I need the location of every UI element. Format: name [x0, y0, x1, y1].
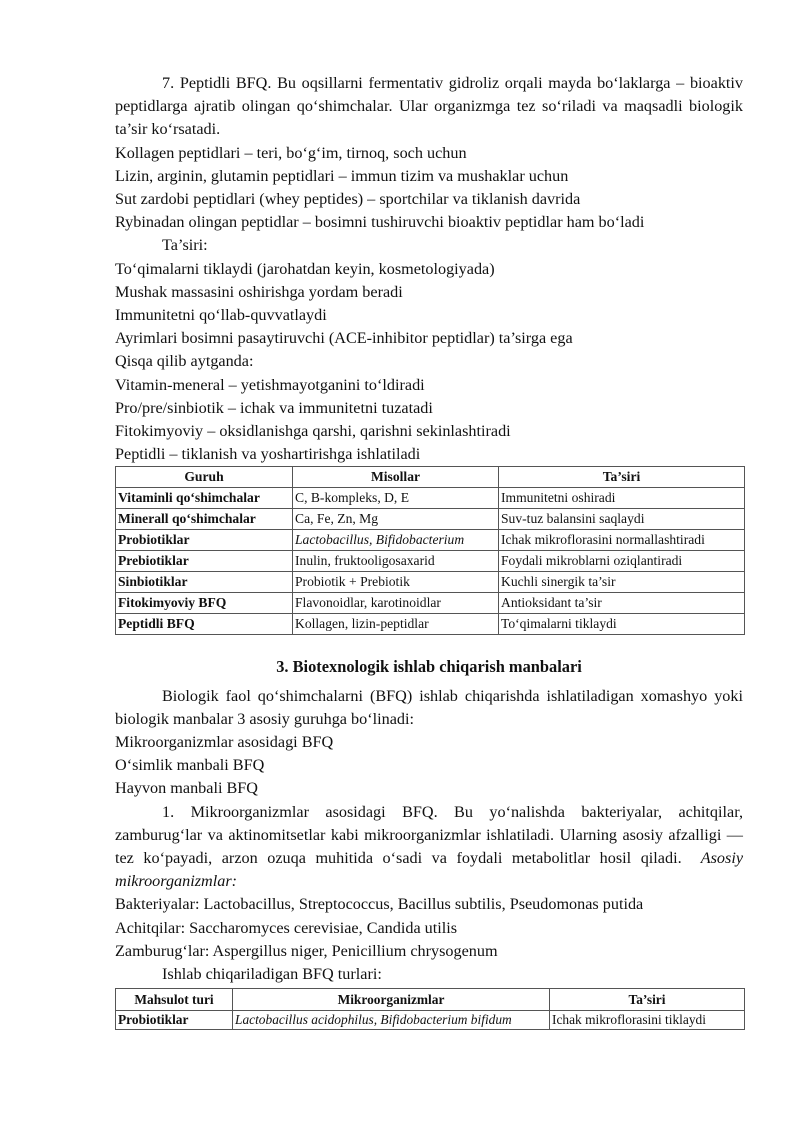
summary-line: Vitamin-meneral – yetishmayotganini to‘ldiradi	[115, 375, 425, 394]
effect-line: Mushak massasini oshirishga yordam beradi	[115, 282, 403, 301]
examples-cell: Probiotik + Prebiotik	[293, 572, 499, 593]
group-cell: Probiotiklar	[116, 530, 293, 551]
group-cell: Fitokimyoviy BFQ	[116, 593, 293, 614]
column-header: Misollar	[293, 467, 499, 488]
effect-cell: Immunitetni oshiradi	[499, 488, 745, 509]
table-header-row	[116, 989, 745, 1011]
table-row	[116, 551, 745, 572]
effect-line: Immunitetni qo‘llab-quvvatlaydi	[115, 306, 327, 325]
effect-cell: Antioksidant ta’sir	[499, 593, 745, 614]
table-row	[116, 593, 745, 614]
table-row	[116, 614, 745, 635]
examples-cell: C, B-kompleks, D, E	[293, 488, 499, 509]
summary-label: Qisqa qilib aytganda:	[115, 352, 254, 371]
effect-cell: Suv-tuz balansini saqlaydi	[499, 509, 745, 530]
column-header: Ta’siri	[550, 989, 745, 1011]
group-line: O‘simlik manbali BFQ	[115, 756, 265, 775]
products-label: Ishlab chiqariladigan BFQ turlari:	[162, 965, 382, 984]
column-header: Mahsulot turi	[116, 989, 233, 1011]
group-cell: Minerall qo‘shimchalar	[116, 509, 293, 530]
example-line: Lizin, arginin, glutamin peptidlari – immun tizim va mushaklar uchun	[115, 166, 569, 185]
summary-line: Pro/pre/sinbiotik – ichak va immunitetni tuzatadi	[115, 398, 433, 417]
summary-line: Fitokimyoviy – oksidlanishga qarshi, qarishni sekinlashtiradi	[115, 422, 511, 441]
product-cell: Probiotiklar	[116, 1011, 233, 1030]
group-cell: Sinbiotiklar	[116, 572, 293, 593]
effect-cell: Kuchli sinergik ta’sir	[499, 572, 745, 593]
example-line: Kollagen peptidlari – teri, bo‘g‘im, tirnoq, soch uchun	[115, 143, 467, 162]
group-cell: Peptidli BFQ	[116, 614, 293, 635]
bfq-products-table	[115, 988, 745, 1030]
bfq-groups-table	[115, 466, 745, 635]
example-line: Rybinadan olingan peptidlar – bosimni tushiruvchi bioaktiv peptidlar ham bo‘ladi	[115, 213, 645, 232]
column-header: Guruh	[116, 467, 293, 488]
group-line: Mikroorganizmlar asosidagi BFQ	[115, 733, 334, 752]
effect-cell: Foydali mikroblarni oziqlantiradi	[499, 551, 745, 572]
document-page	[115, 72, 743, 1030]
effect-cell: To‘qimalarni tiklaydi	[499, 614, 745, 635]
effect-cell: Ichak mikroflorasini normallashtiradi	[499, 530, 745, 551]
examples-cell: Lactobacillus, Bifidobacterium	[293, 530, 499, 551]
example-line: Sut zardobi peptidlari (whey peptides) – sportchilar va tiklanish davrida	[115, 190, 581, 209]
microorganisms-cell: Lactobacillus acidophilus, Bifidobacterium bifidum	[233, 1011, 550, 1030]
group-cell: Prebiotiklar	[116, 551, 293, 572]
microorganism-paragraph	[115, 801, 743, 894]
microorganism-line: Bakteriyalar: Lactobacillus, Streptococcus, Bacillus subtilis, Pseudomonas putida	[115, 895, 644, 914]
section-heading: 3. Biotexnologik ishlab chiqarish manbalari	[276, 657, 582, 677]
table-row	[116, 509, 745, 530]
microorganism-label: Asosiy mikroorganizmlar:	[115, 849, 743, 891]
table-row	[116, 530, 745, 551]
examples-cell: Flavonoidlar, karotinoidlar	[293, 593, 499, 614]
microorganism-line: Zamburug‘lar: Aspergillus niger, Penicillium chrysogenum	[115, 941, 498, 960]
table-header-row	[116, 467, 745, 488]
column-header: Ta’siri	[499, 467, 745, 488]
peptide-intro: 7. Peptidli BFQ. Bu oqsillarni fermentativ gidroliz orqali mayda bo‘laklarga – bioaktiv peptidlarga ajratib olingan qo‘shimchalar. Ular organizmga tez so‘riladi va maqsadli biologik ta’sir ko‘rsatadi.	[115, 74, 743, 139]
effect-cell: Ichak mikroflorasini tiklaydi	[550, 1011, 745, 1030]
table-row	[116, 1011, 745, 1030]
group-cell: Vitaminli qo‘shimchalar	[116, 488, 293, 509]
examples-cell: Inulin, fruktooligosaxarid	[293, 551, 499, 572]
effect-line: Ayrimlari bosimni pasaytiruvchi (ACE-inhibitor peptidlar) ta’sirga ega	[115, 329, 573, 348]
effects-label: Ta’siri:	[162, 236, 208, 255]
group-line: Hayvon manbali BFQ	[115, 779, 258, 798]
table-row	[116, 572, 745, 593]
section-intro: Biologik faol qo‘shimchalarni (BFQ) ishlab chiqarishda ishlatiladigan xomashyo yoki biologik manbalar 3 asosiy guruhga bo‘linadi:	[115, 686, 743, 728]
summary-line: Peptidli – tiklanish va yoshartirishga ishlatiladi	[115, 445, 421, 464]
examples-cell: Ca, Fe, Zn, Mg	[293, 509, 499, 530]
microorganism-line: Achitqilar: Saccharomyces cerevisiae, Candida utilis	[115, 918, 458, 937]
microorganism-text: 1. Mikroorganizmlar asosidagi BFQ. Bu yo‘nalishda bakteriyalar, achitqilar, zamburug‘lar va aktinomitsetlar kabi mikroorganizmlar ishlatiladi. Ularning asosiy afzalligi — tez ko‘payadi, arzon ozuqa muhitida o‘sadi va foydali metabolitlar hosil qiladi.	[115, 802, 743, 868]
table-row	[116, 488, 745, 509]
column-header: Mikroorganizmlar	[233, 989, 550, 1011]
examples-cell: Kollagen, lizin-peptidlar	[293, 614, 499, 635]
effect-line: To‘qimalarni tiklaydi (jarohatdan keyin, kosmetologiyada)	[115, 259, 495, 278]
